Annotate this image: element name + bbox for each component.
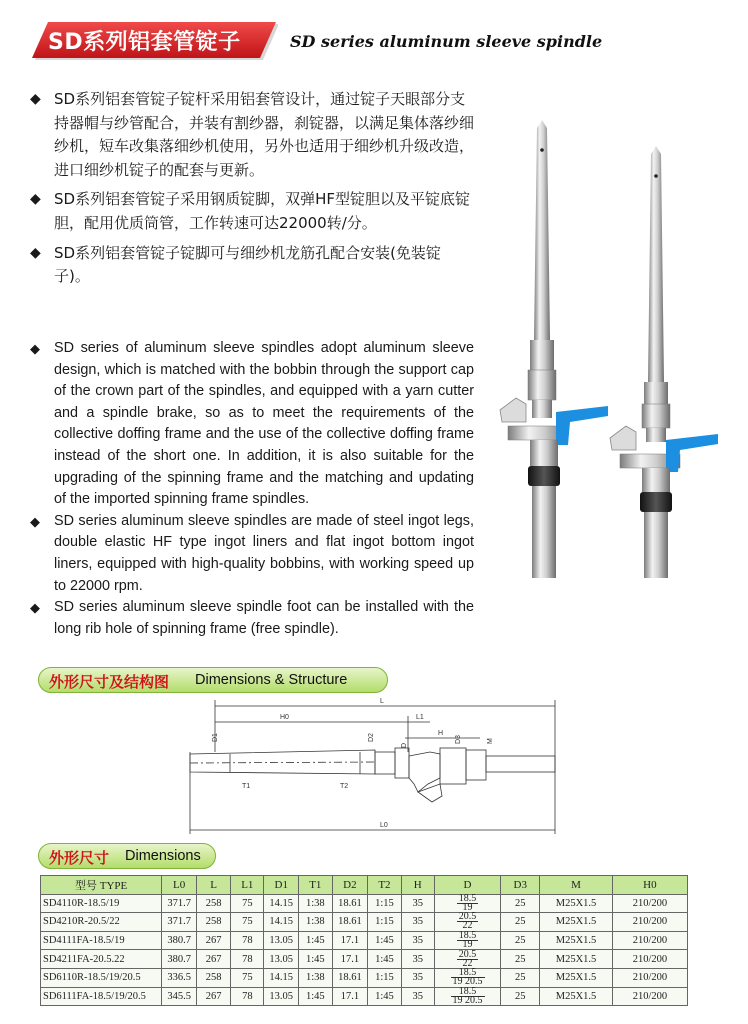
fraction-bottom-a: 19 [452, 976, 463, 988]
cell-L0: 380.7 [162, 931, 197, 950]
fraction-bottom: 19 [462, 901, 473, 913]
section-title-cn: 外形尺寸 [49, 849, 110, 867]
table-row [41, 950, 688, 969]
cell-T2: 1:15 [368, 913, 401, 932]
list-item-text: SD系列铝套管锭子锭脚可与细纱机龙筋孔配合安装(免装锭子)。 [54, 243, 441, 286]
cell-D2: 18.61 [332, 894, 368, 913]
cell-L1: 75 [231, 894, 264, 913]
cell-L0: 336.5 [162, 968, 197, 987]
cell-type: SD4110R-18.5/19 [41, 894, 162, 913]
cn-description-list [28, 88, 476, 295]
cell-T2: 1:45 [368, 987, 401, 1006]
table-row [41, 894, 688, 913]
cell-L0: 380.7 [162, 950, 197, 969]
cell-D2: 17.1 [332, 950, 368, 969]
dim-label-D2: D2 [368, 733, 375, 742]
cell-H: 35 [401, 913, 434, 932]
cell-D [434, 987, 501, 1006]
cell-L0: 345.5 [162, 987, 197, 1006]
cell-D1: 13.05 [264, 950, 299, 969]
cell-type: SD6110R-18.5/19/20.5 [41, 968, 162, 987]
fraction [457, 913, 479, 930]
fraction-bottom-b: 20.5 [465, 994, 483, 1006]
cell-H: 35 [401, 894, 434, 913]
cell-D [434, 894, 501, 913]
column-header: M [540, 876, 613, 895]
cell-type: SD6111FA-18.5/19/20.5 [41, 987, 162, 1006]
cell-M: M25X1.5 [540, 987, 613, 1006]
list-item [28, 242, 476, 289]
spindle-product-photo [490, 100, 730, 590]
cell-D1: 14.15 [264, 913, 299, 932]
cell-T1: 1:45 [299, 950, 332, 969]
column-header: L [196, 876, 230, 895]
fraction-bottom: 22 [462, 957, 473, 969]
section-title-en: Dimensions & Structure [195, 672, 348, 688]
en-description-list [28, 338, 474, 640]
cell-T2: 1:45 [368, 931, 401, 950]
cell-M: M25X1.5 [540, 913, 613, 932]
dim-label-T2: T2 [340, 783, 349, 790]
cell-L1: 75 [231, 968, 264, 987]
cell-H: 35 [401, 950, 434, 969]
cell-L1: 75 [231, 913, 264, 932]
cell-T2: 1:15 [368, 894, 401, 913]
section-header-dimensions [38, 843, 216, 869]
cell-L: 258 [196, 913, 230, 932]
cell-L1: 78 [231, 987, 264, 1006]
list-item [28, 338, 474, 511]
technical-drawing [170, 692, 570, 842]
column-header: H0 [612, 876, 687, 895]
cell-L: 267 [196, 931, 230, 950]
page-title-en: SD series aluminum sleeve spindle [290, 32, 603, 51]
cell-H: 35 [401, 931, 434, 950]
column-header: D3 [501, 876, 540, 895]
cell-D2: 18.61 [332, 968, 368, 987]
column-header: T1 [299, 876, 332, 895]
fraction [457, 892, 479, 913]
table-header-row [41, 876, 688, 895]
cell-D1: 14.15 [264, 968, 299, 987]
list-item [28, 88, 476, 182]
spindle-1 [500, 120, 608, 578]
fraction-bottom [451, 994, 485, 1006]
fraction-top: 18.5 [458, 930, 477, 942]
list-item [28, 511, 474, 597]
cell-type: SD4111FA-18.5/19 [41, 931, 162, 950]
cell-D3: 25 [501, 968, 540, 987]
fraction-bottom: 19 [462, 939, 473, 951]
fraction-bottom-b: 20.5 [465, 976, 483, 988]
fraction [451, 969, 485, 986]
fraction-bottom-a: 19 [452, 994, 463, 1006]
cell-D3: 25 [501, 894, 540, 913]
cell-H0: 210/200 [612, 968, 687, 987]
cell-D2: 17.1 [332, 931, 368, 950]
cell-L: 258 [196, 968, 230, 987]
cell-H0: 210/200 [612, 950, 687, 969]
cell-H: 35 [401, 987, 434, 1006]
dim-label-T1: T1 [242, 783, 251, 790]
diamond-bullet-icon: ◆ [30, 600, 40, 616]
column-header: D1 [264, 876, 299, 895]
cell-D3: 25 [501, 987, 540, 1006]
page-title-cn: SD系列铝套管锭子 [48, 30, 241, 55]
cell-type: SD4211FA-20.5.22 [41, 950, 162, 969]
cell-M: M25X1.5 [540, 931, 613, 950]
section-title-en: Dimensions [125, 848, 201, 864]
fraction-top: 18.5 [458, 892, 477, 904]
cell-D1: 13.05 [264, 987, 299, 1006]
title-banner [28, 20, 278, 60]
cell-H0: 210/200 [612, 913, 687, 932]
table-row [41, 913, 688, 932]
diamond-bullet-icon: ◆ [30, 244, 41, 261]
dim-label-L1: L1 [416, 714, 424, 721]
column-header: D [434, 876, 501, 895]
cell-T1: 1:38 [299, 968, 332, 987]
cell-L1: 78 [231, 931, 264, 950]
column-header: H [401, 876, 434, 895]
diamond-bullet-icon: ◆ [30, 513, 40, 529]
cell-D3: 25 [501, 931, 540, 950]
cell-T2: 1:45 [368, 950, 401, 969]
fraction [457, 948, 479, 969]
section-title-cn: 外形尺寸及结构图 [49, 673, 170, 691]
cell-L: 267 [196, 950, 230, 969]
cell-H0: 210/200 [612, 894, 687, 913]
cell-D3: 25 [501, 950, 540, 969]
cell-D [434, 968, 501, 987]
fraction-top: 18.5 [451, 988, 485, 997]
dimensions-table [40, 875, 688, 1006]
column-header: L0 [162, 876, 197, 895]
diamond-bullet-icon: ◆ [30, 341, 40, 356]
cell-D3: 25 [501, 913, 540, 932]
diamond-bullet-icon: ◆ [30, 91, 41, 107]
cell-H0: 210/200 [612, 931, 687, 950]
cell-D [434, 931, 501, 950]
dim-label-D: D [401, 742, 408, 748]
table-row [41, 931, 688, 950]
cell-T2: 1:15 [368, 968, 401, 987]
list-item-text: SD series aluminum sleeve spindles are made of steel ingot legs, double elastic HF type ingot liners and flat ingot bottom ingot liners, equipped with high-quality bobbins, with working speed up to 22000 rpm. [54, 512, 474, 594]
dim-label-D1: D1 [212, 733, 219, 742]
cell-T1: 1:38 [299, 894, 332, 913]
list-item [28, 597, 474, 640]
dim-label-M: M [487, 738, 494, 744]
fraction-top: 20.5 [458, 948, 477, 960]
dimensions-table-body [41, 894, 688, 1006]
list-item [28, 188, 476, 235]
fraction [457, 932, 479, 949]
cell-M: M25X1.5 [540, 950, 613, 969]
cell-T1: 1:45 [299, 987, 332, 1006]
cell-type: SD4210R-20.5/22 [41, 913, 162, 932]
list-item-text: SD series of aluminum sleeve spindles adopt aluminum sleeve design, which is matched with the bobbin through the support cap of the crown part of the spindles, and equipped with a yarn cutter and a spindle brake, so as to meet the requirements of the collective doffing frame and the use of the collective doffing frame instead of the short one. In addition, it is also suitable for the upgrading of the spinning frame and the matching and updating of the imported spinning frame spindles. [54, 340, 474, 508]
spindle-2 [610, 146, 718, 578]
fraction [451, 985, 485, 1006]
list-item-text: SD系列铝套管锭子锭杆采用铝套管设计，通过锭子天眼部分支持器帽与纱管配合，并装有割纱器，刹锭器，以满足集体落纱细纱机，短车改集落细纱机使用，另外也适用于细纱机升级改造，进口细纱机锭子的配套与更新。 [54, 90, 475, 179]
cell-L0: 371.7 [162, 913, 197, 932]
dim-label-L0: L0 [380, 822, 388, 829]
column-header: D2 [332, 876, 368, 895]
cell-D2: 17.1 [332, 987, 368, 1006]
cell-L0: 371.7 [162, 894, 197, 913]
column-header: L1 [231, 876, 264, 895]
cell-M: M25X1.5 [540, 968, 613, 987]
table-row [41, 987, 688, 1006]
cell-H: 35 [401, 968, 434, 987]
dim-label-H: H [438, 730, 444, 737]
column-header: 型号 TYPE [41, 876, 162, 895]
dim-label-D3: D3 [455, 735, 462, 744]
table-row [41, 968, 688, 987]
cell-T1: 1:45 [299, 931, 332, 950]
fraction-bottom: 22 [462, 920, 473, 932]
cell-L1: 78 [231, 950, 264, 969]
cell-D [434, 913, 501, 932]
section-header-dimensions-structure [38, 667, 388, 693]
cell-D1: 13.05 [264, 931, 299, 950]
fraction-top: 20.5 [458, 911, 477, 923]
cell-T1: 1:38 [299, 913, 332, 932]
diamond-bullet-icon: ◆ [30, 191, 41, 208]
fraction-top: 18.5 [451, 969, 485, 978]
list-item-text: SD series aluminum sleeve spindle foot can be installed with the long rib hole of spinning frame (free spindle). [54, 599, 474, 637]
cell-D2: 18.61 [332, 913, 368, 932]
cell-H0: 210/200 [612, 987, 687, 1006]
cell-L: 258 [196, 894, 230, 913]
cell-L: 267 [196, 987, 230, 1006]
dim-label-H0: H0 [280, 714, 289, 721]
cell-D1: 14.15 [264, 894, 299, 913]
cell-D [434, 950, 501, 969]
dim-label-L: L [380, 698, 384, 705]
cell-M: M25X1.5 [540, 894, 613, 913]
column-header: T2 [368, 876, 401, 895]
list-item-text: SD系列铝套管锭子采用钢质锭脚，双弹HF型锭胆以及平锭底锭胆，配用优质筒管，工作转速可达22000转/分。 [54, 190, 470, 232]
